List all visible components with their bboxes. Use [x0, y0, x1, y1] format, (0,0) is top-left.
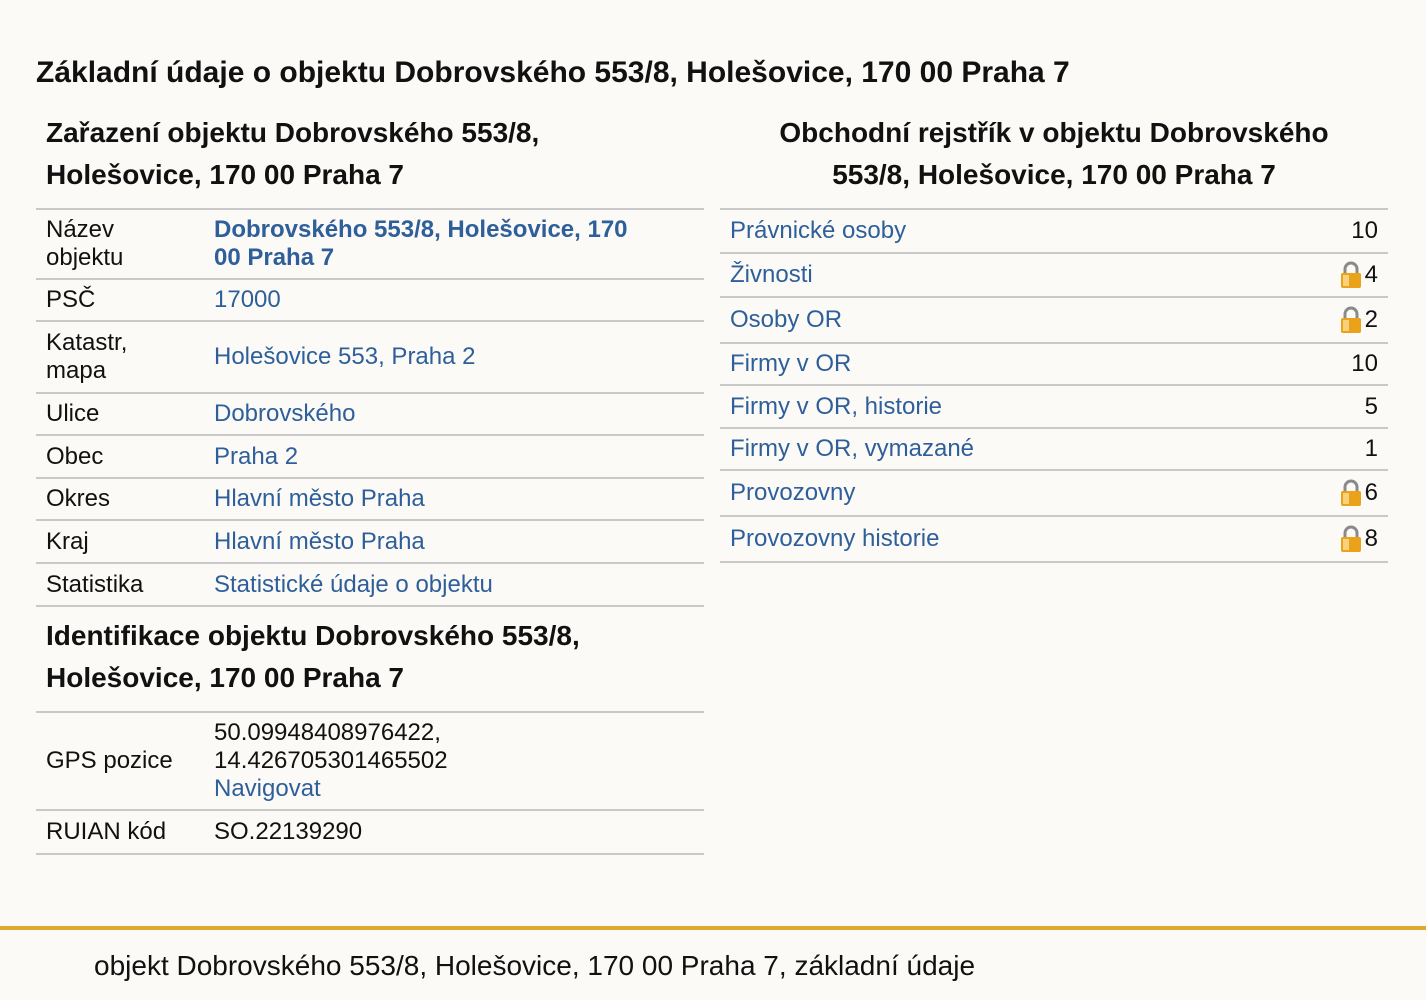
- registry-count: [1339, 306, 1378, 334]
- row-label-line1: Název: [46, 216, 115, 243]
- lock-icon: [1339, 306, 1363, 334]
- registry-link[interactable]: Právnické osoby: [730, 217, 907, 244]
- psc-link[interactable]: 17000: [214, 286, 281, 313]
- lock-icon: [1339, 479, 1363, 507]
- object-name-line2: 00 Praha 7: [214, 244, 335, 271]
- table-row-gps: [36, 713, 704, 811]
- registry-row-establishments-history: [720, 517, 1388, 563]
- classification-table: [36, 208, 704, 607]
- row-value: [214, 286, 704, 314]
- row-label: PSČ: [46, 286, 96, 313]
- row-label-line1: Katastr,: [46, 329, 128, 356]
- ruian-value: SO.22139290: [214, 818, 363, 845]
- registry-row-trades: [720, 254, 1388, 298]
- registry-row-companies-history: [720, 386, 1388, 429]
- left-column: [36, 112, 704, 855]
- registry-count: [1351, 217, 1378, 245]
- lock-icon: [1339, 525, 1363, 553]
- footer-divider: [0, 926, 1426, 930]
- row-value: [214, 571, 704, 599]
- row-value: [214, 400, 704, 428]
- table-row-nazev: [36, 210, 704, 280]
- region-link[interactable]: Hlavní město Praha: [214, 527, 425, 555]
- identification-table: [36, 711, 704, 855]
- registry-count-value: 1: [1364, 435, 1378, 462]
- navigate-link[interactable]: Navigovat: [214, 775, 321, 802]
- table-row-katastr: [36, 322, 704, 394]
- row-label: [36, 216, 214, 272]
- registry-count: [1339, 479, 1378, 507]
- statistics-link[interactable]: Statistické údaje o objektu: [214, 570, 493, 598]
- table-row-obec: [36, 436, 704, 479]
- registry-link[interactable]: Provozovny: [730, 479, 856, 506]
- table-row-statistika: [36, 564, 704, 607]
- registry-heading: [720, 112, 1388, 196]
- registry-link[interactable]: Firmy v OR: [730, 350, 852, 377]
- lock-icon: [1339, 261, 1363, 289]
- municipality-link[interactable]: Praha 2: [214, 442, 299, 470]
- table-row-psc: [36, 280, 704, 322]
- table-row-kraj: [36, 521, 704, 564]
- gps-lon: 14.426705301465502: [214, 747, 448, 774]
- row-label: Obec: [46, 442, 104, 470]
- registry-row-companies: [720, 344, 1388, 386]
- row-label: Okres: [46, 485, 111, 512]
- footer-text: objekt Dobrovského 553/8, Holešovice, 170 00 Praha 7, základní údaje: [94, 950, 976, 981]
- object-name-link[interactable]: [214, 216, 628, 271]
- row-value: [214, 216, 704, 272]
- registry-count: [1365, 393, 1378, 421]
- row-label: [36, 329, 214, 385]
- table-row-ruian: [36, 811, 704, 855]
- gps-lat: 50.09948408976422,: [214, 719, 441, 746]
- row-label-line2: mapa: [46, 357, 107, 384]
- row-label-line2: objektu: [46, 244, 124, 271]
- row-label: Statistika: [46, 570, 144, 598]
- table-row-okres: [36, 479, 704, 521]
- registry-count-value: 10: [1351, 217, 1378, 244]
- street-link[interactable]: Dobrovského: [214, 400, 356, 427]
- row-value: [214, 343, 704, 371]
- registry-count: [1339, 261, 1378, 289]
- registry-link[interactable]: Firmy v OR, historie: [730, 392, 943, 420]
- registry-heading-line2: 553/8, Holešovice, 170 00 Praha 7: [832, 159, 1276, 190]
- registry-row-establishments: [720, 471, 1388, 517]
- registry-count-value: 8: [1364, 525, 1378, 552]
- district-link[interactable]: Hlavní město Praha: [214, 485, 425, 512]
- registry-link[interactable]: Osoby OR: [730, 306, 843, 333]
- right-column: [720, 112, 1388, 563]
- registry-row-legal-entities: [720, 210, 1388, 254]
- registry-table: [720, 208, 1388, 563]
- row-label: Kraj: [46, 527, 89, 555]
- row-label: GPS pozice: [46, 747, 173, 774]
- registry-row-or-persons: [720, 298, 1388, 344]
- registry-link[interactable]: Provozovny historie: [730, 525, 940, 552]
- page-title: Základní údaje o objektu Dobrovského 553/8, Holešovice, 170 00 Praha 7: [36, 56, 1070, 89]
- registry-count: [1339, 525, 1378, 553]
- registry-count-value: 5: [1364, 392, 1378, 420]
- registry-heading-line1: Obchodní rejstřík v objektu Dobrovského: [779, 117, 1329, 148]
- row-label: RUIAN kód: [46, 818, 167, 845]
- row-label: Ulice: [46, 400, 100, 427]
- row-value: [214, 443, 704, 471]
- registry-row-companies-deleted: [720, 429, 1388, 471]
- classification-heading-line1: Zařazení objektu Dobrovského 553/8,: [46, 117, 540, 148]
- identification-heading-line2: Holešovice, 170 00 Praha 7: [46, 662, 404, 693]
- row-value: [214, 528, 704, 556]
- identification-heading-line1: Identifikace objektu Dobrovského 553/8,: [46, 620, 580, 651]
- row-value: [214, 719, 704, 803]
- registry-count-value: 4: [1364, 261, 1378, 288]
- identification-heading: [36, 615, 704, 699]
- classification-heading: [36, 112, 704, 196]
- registry-count: [1351, 350, 1378, 378]
- registry-link[interactable]: Firmy v OR, vymazané: [730, 435, 975, 462]
- registry-count: [1365, 435, 1378, 463]
- table-row-ulice: [36, 394, 704, 436]
- registry-count-value: 10: [1351, 350, 1378, 377]
- object-name-line1: Dobrovského 553/8, Holešovice, 170: [214, 216, 628, 243]
- registry-count-value: 6: [1364, 479, 1378, 506]
- registry-link[interactable]: Živnosti: [730, 261, 813, 288]
- row-value: [214, 485, 704, 513]
- katastr-link[interactable]: Holešovice 553, Praha 2: [214, 343, 476, 370]
- registry-count-value: 2: [1364, 306, 1378, 333]
- classification-heading-line2: Holešovice, 170 00 Praha 7: [46, 159, 404, 190]
